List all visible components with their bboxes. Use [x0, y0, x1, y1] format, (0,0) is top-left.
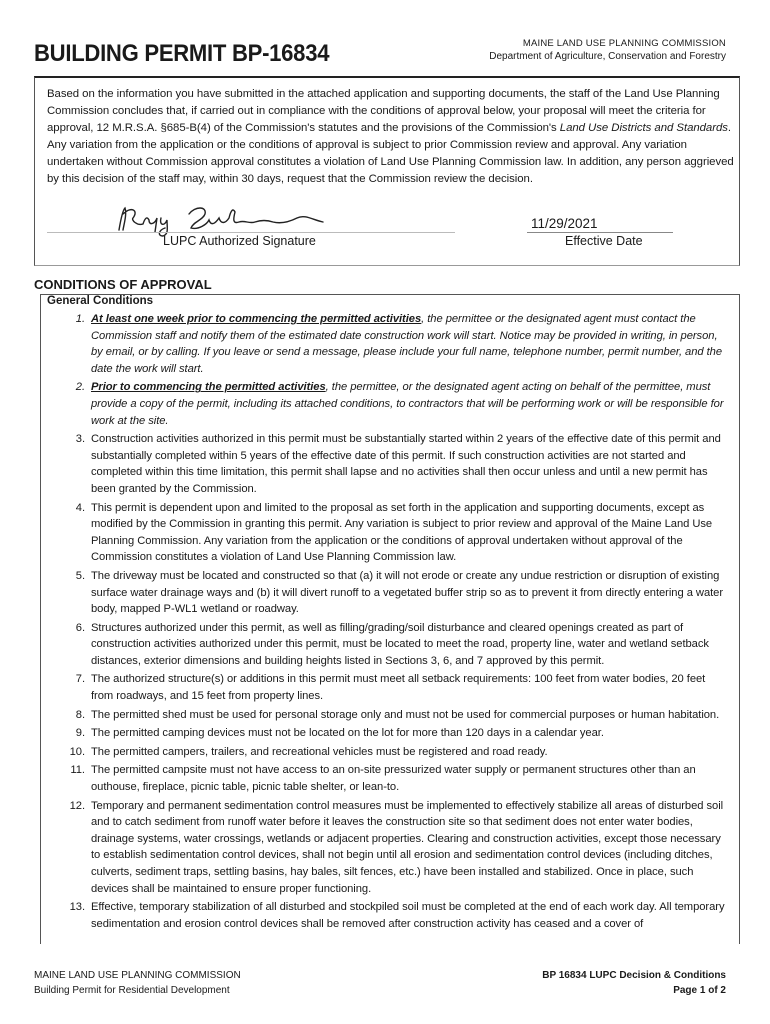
conditions-box — [40, 294, 740, 944]
footer-left — [34, 968, 241, 998]
condition-number: 9. — [75, 727, 85, 740]
signature-line — [47, 232, 455, 233]
condition-number: 5. — [75, 569, 85, 582]
condition-lead: At least one week prior to commencing the permitted activities — [91, 313, 422, 325]
general-conditions-heading: General Conditions — [47, 295, 154, 307]
condition-number: 12. — [69, 799, 85, 812]
condition-item — [41, 379, 739, 429]
condition-text: Temporary and permanent sedimentation control measures must be implemented to effectively stabilize all areas of disturbed soil and to catch sediment from runoff water before it leaves the construction site so that sediment does not enter water bodies, drainage systems, water crossings, wetlands or adjacent properties. Clearing and construction activities, except those necessary to establish sedimentation control devices, shall not begin until all erosion and sedimentation control devices (including ditches, culverts, sediment traps, settling basins, hay bales, silt fences, etc.) have been installed and stabilized. Once in place, such devices shall be maintained to ensure proper functioning. — [91, 799, 724, 895]
condition-text: Construction activities authorized in this permit must be substantially started within 2 years of the effective date of this permit and substantially completed within 5 years of the effective date of this permit. If such construction activities are not started and completed within this time limitation, this permit shall lapse and no activities shall then occur unless and until a new permit has been granted by the Commission. — [91, 433, 721, 495]
condition-number: 8. — [75, 708, 85, 721]
condition-text: This permit is dependent upon and limited to the proposal as set forth in the application and supporting documents, except as modified by the Commission in granting this permit. Any variation is subject to prior review and approval of the Maine Land Use Planning Commission. Any variation from the application or the conditions of approval undertaken without approval of the Commission constitutes a violation of Land Use Planning Commission law. — [91, 501, 713, 564]
condition-lead: Prior to commencing the permitted activities — [91, 381, 326, 394]
condition-item — [41, 798, 739, 898]
page-title: BUILDING PERMIT BP-16834 — [34, 40, 330, 67]
condition-text: The driveway must be located and constructed so that (a) it will not erode or create any undue restriction or disruption of existing surface water drainage ways and (b) it will divert runoff to a vegetated buffer strip so as to prevent it from directly entering a water body, mapped P-WL1 wetland or roadway. — [91, 569, 724, 616]
condition-text: , the permittee or the designated agent must contact the Commission staff and notify them of the estimated date construction work will start. Notice may be provided in writing, in person, by email, or by calling. If you leave or send a message, please include your full name, telephone number, permit number, and the date the work will start. — [91, 313, 723, 375]
condition-text: Effective, temporary stabilization of all disturbed and stockpiled soil must be completed at the end of each work day. All temporary sedimentation and erosion control devices shall be removed after construction activity has ceased and a cover of — [91, 901, 725, 930]
condition-number: 11. — [70, 764, 85, 777]
condition-number: 10. — [69, 745, 85, 758]
intro-italic-title: Land Use Districts and Standards — [559, 122, 728, 134]
intro-text-1: Based on the information you have submitted in the attached application and supporting documents, the staff of the Land Use Planning Commission concludes that, if carried out in compliance with the conditions of approval below, your proposal will meet the criteria for approval, 12 M.R.S.A. §685-B(4) of the Commission's statutes and the provisions of the Commission's — [47, 88, 720, 134]
condition-number: 3. — [75, 433, 85, 446]
condition-number: 6. — [75, 621, 85, 634]
conditions-heading: CONDITIONS OF APPROVAL — [34, 277, 212, 292]
condition-item — [41, 671, 739, 704]
condition-text: The permitted campers, trailers, and recreational vehicles must be registered and road ready. — [91, 745, 548, 758]
intro-paragraph — [47, 86, 735, 188]
condition-text: The permitted campsite must not have access to an on-site pressurized water supply or permanent structures other than an outhouse, fireplace, picnic table, picnic table shelter, or lean-to. — [91, 764, 696, 794]
agency-name: MAINE LAND USE PLANNING COMMISSION — [522, 38, 726, 49]
footer-right — [542, 968, 726, 998]
condition-number: 7. — [75, 673, 85, 686]
condition-text: Structures authorized under this permit, as well as filling/grading/soil disturbance and cleared openings created as part of construction activities authorized under this permit, must be located to meet the road, property line, water and wetland setback distances, exterior dimensions and building heights listed in Sections 3, 6, and 7 approved by this permit. — [91, 621, 709, 667]
condition-text: The permitted shed must be used for personal storage only and must not be used for commercial purposes or human habitation. — [91, 708, 720, 721]
department-name: Department of Agriculture, Conservation and Forestry — [489, 51, 726, 62]
condition-item — [41, 707, 739, 724]
agency-header — [489, 38, 726, 62]
page-number: Page 1 of 2 — [673, 985, 726, 996]
condition-number: 13. — [69, 901, 85, 914]
condition-item — [41, 725, 739, 742]
decision-box — [34, 76, 740, 266]
condition-number: 2. — [75, 381, 85, 394]
condition-text: The permitted camping devices must not be located on the lot for more than 120 days in a calendar year. — [91, 727, 604, 740]
effective-date-label: Effective Date — [565, 234, 643, 248]
condition-item — [41, 744, 739, 761]
footer-agency: MAINE LAND USE PLANNING COMMISSION — [34, 970, 241, 981]
condition-item — [41, 620, 739, 670]
condition-number: 1. — [75, 313, 85, 325]
condition-item — [41, 762, 739, 795]
footer-doc-type: Building Permit for Residential Development — [34, 985, 230, 996]
condition-item — [41, 568, 739, 618]
signature-label: LUPC Authorized Signature — [163, 234, 316, 248]
condition-item — [41, 431, 739, 497]
condition-number: 4. — [75, 501, 85, 514]
condition-item — [41, 311, 739, 377]
effective-date-value: 11/29/2021 — [531, 216, 598, 231]
intro-text-2: . Any variation from the application or the conditions of approval is subject to prior Commission review and approval. Any variation undertaken without Commission approval constitutes a violation of Land Use Planning Commission law. In addition, any person aggrieved by this decision of the staff may, within 30 days, request that the Commission review the decision. — [47, 122, 734, 185]
conditions-list — [41, 311, 739, 934]
condition-item — [41, 500, 739, 566]
condition-text: The authorized structure(s) or additions in this permit must meet all setback requirements: 100 feet from water bodies, 20 feet from roadways, and 15 feet from property lines. — [91, 673, 706, 703]
condition-item — [41, 899, 739, 932]
footer-doc-title: BP 16834 LUPC Decision & Conditions — [542, 970, 726, 981]
date-line — [527, 232, 673, 233]
condition-text: , the permittee, or the designated agent acting on behalf of the permittee, must provide a copy of the permit, including its attached conditions, to contractors that will be performing work or will be responsible for work at the site. — [91, 381, 724, 427]
